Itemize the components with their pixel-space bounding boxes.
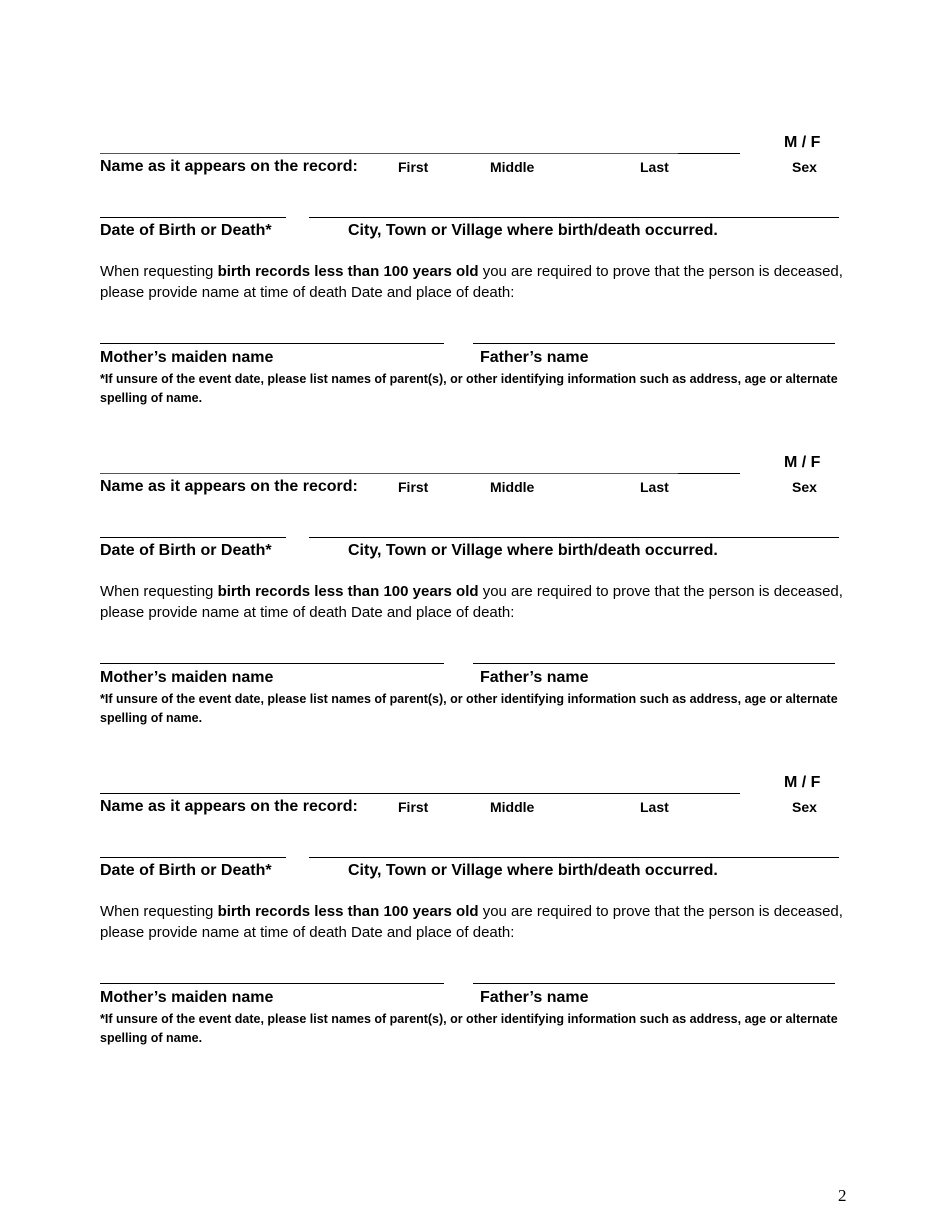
mother-label: Mother’s maiden name — [100, 989, 274, 1006]
record-block-3 — [0, 640, 950, 1045]
record-block-1 — [0, 0, 950, 405]
sex-label: Sex — [792, 479, 817, 495]
last-label: Last — [640, 159, 669, 175]
name-field[interactable] — [100, 132, 678, 152]
city-line — [309, 217, 839, 218]
date-label: Date of Birth or Death* — [100, 222, 272, 239]
event-date-note: *If unsure of the event date, please list names of parent(s), or other identifying information such as address, age or alternate spelling of name. — [100, 1012, 838, 1045]
requirement-prefix: When requesting — [100, 903, 218, 920]
first-label: First — [398, 159, 429, 175]
requirement-bold: birth records less than 100 years old — [217, 263, 479, 280]
requirement-suffix: you are required to prove that the person is deceased, please provide name at time of death Date and place of death: — [100, 903, 843, 941]
sex-field[interactable] — [678, 452, 740, 472]
father-label: Father’s name — [480, 349, 589, 366]
father-label: Father’s name — [480, 669, 589, 686]
date-line — [100, 537, 286, 538]
requirement-bold: birth records less than 100 years old — [217, 583, 479, 600]
date-label: Date of Birth or Death* — [100, 862, 272, 879]
name-label: Name as it appears on the record: — [100, 478, 358, 495]
father-label: Father’s name — [480, 989, 589, 1006]
city-line — [309, 857, 839, 858]
middle-label: Middle — [490, 799, 535, 815]
name-line — [100, 473, 678, 474]
first-label: First — [398, 799, 429, 815]
sex-field[interactable] — [678, 132, 740, 152]
city-line — [309, 537, 839, 538]
father-field[interactable] — [473, 963, 835, 983]
date-field[interactable] — [100, 196, 286, 216]
sex-line — [678, 793, 740, 794]
record-block-2 — [0, 320, 950, 725]
name-line — [100, 153, 678, 154]
sex-label: Sex — [792, 799, 817, 815]
event-date-note: *If unsure of the event date, please list names of parent(s), or other identifying information such as address, age or alternate spelling of name. — [100, 372, 838, 405]
requirement-text — [100, 901, 860, 943]
name-line — [100, 793, 678, 794]
date-field[interactable] — [100, 836, 286, 856]
first-label: First — [398, 479, 429, 495]
last-label: Last — [640, 479, 669, 495]
sex-line — [678, 153, 740, 154]
city-label: City, Town or Village where birth/death occurred. — [348, 542, 718, 559]
sex-options: M / F — [784, 134, 821, 151]
event-date-note: *If unsure of the event date, please list names of parent(s), or other identifying information such as address, age or alternate spelling of name. — [100, 692, 838, 725]
name-label: Name as it appears on the record: — [100, 158, 358, 175]
last-label: Last — [640, 799, 669, 815]
name-field[interactable] — [100, 452, 678, 472]
date-label: Date of Birth or Death* — [100, 542, 272, 559]
sex-field[interactable] — [678, 772, 740, 792]
city-label: City, Town or Village where birth/death occurred. — [348, 222, 718, 239]
city-field[interactable] — [309, 516, 839, 536]
sex-line — [678, 473, 740, 474]
city-field[interactable] — [309, 836, 839, 856]
date-field[interactable] — [100, 516, 286, 536]
requirement-prefix: When requesting — [100, 583, 218, 600]
date-line — [100, 217, 286, 218]
middle-label: Middle — [490, 479, 535, 495]
requirement-suffix: you are required to prove that the person is deceased, please provide name at time of death Date and place of death: — [100, 263, 843, 301]
father-line — [473, 983, 835, 984]
sex-label: Sex — [792, 159, 817, 175]
name-label: Name as it appears on the record: — [100, 798, 358, 815]
requirement-text — [100, 581, 860, 623]
page-number: 2 — [838, 1186, 847, 1205]
name-field[interactable] — [100, 772, 678, 792]
mother-field[interactable] — [100, 963, 444, 983]
mother-label: Mother’s maiden name — [100, 349, 274, 366]
date-line — [100, 857, 286, 858]
sex-options: M / F — [784, 454, 821, 471]
city-label: City, Town or Village where birth/death occurred. — [348, 862, 718, 879]
sex-options: M / F — [784, 774, 821, 791]
city-field[interactable] — [309, 196, 839, 216]
requirement-text — [100, 261, 860, 303]
requirement-suffix: you are required to prove that the person is deceased, please provide name at time of death Date and place of death: — [100, 583, 843, 621]
requirement-prefix: When requesting — [100, 263, 218, 280]
requirement-bold: birth records less than 100 years old — [217, 903, 479, 920]
mother-label: Mother’s maiden name — [100, 669, 274, 686]
mother-line — [100, 983, 444, 984]
middle-label: Middle — [490, 159, 535, 175]
